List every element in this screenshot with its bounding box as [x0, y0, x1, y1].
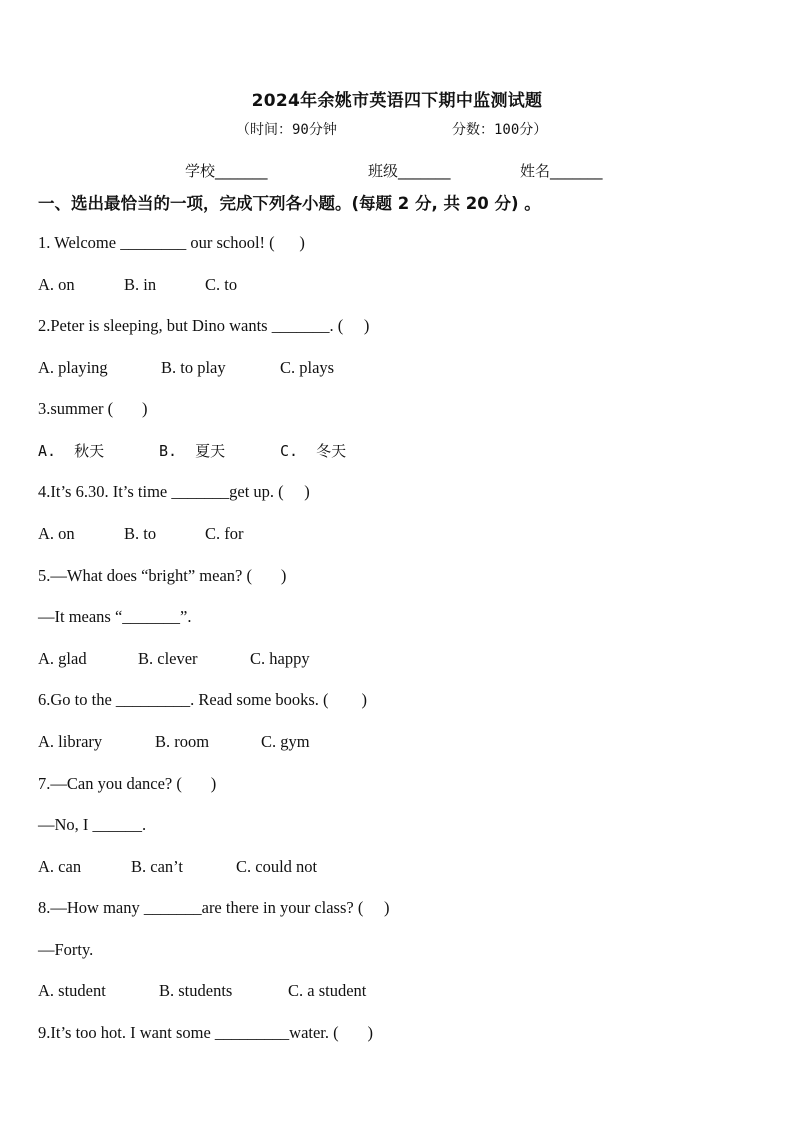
q3-option-c: C. 冬天	[280, 442, 347, 460]
question-6: 6.Go to the _________. Read some books. ( )	[38, 690, 368, 709]
q6-option-a: A. library	[38, 732, 103, 751]
page-title: 2024年余姚市英语四下期中监测试题	[251, 91, 543, 111]
q6-option-c: C. gym	[261, 732, 310, 751]
exam-time: （时间：90分钟	[236, 122, 337, 138]
q1-option-b: B. in	[124, 275, 157, 294]
question-1: 1. Welcome ________ our school! ( )	[38, 233, 305, 252]
question-7-reply: —No, I ______.	[38, 815, 147, 834]
question-9: 9.It’s too hot. I want some _________water. ( )	[38, 1023, 373, 1042]
q8-option-c: C. a student	[288, 981, 367, 1000]
section-heading: 一、选出最恰当的一项，完成下列各小题。(每题 2 分, 共 20 分) 。	[38, 194, 541, 213]
q7-option-b: B. can’t	[131, 857, 183, 876]
q8-option-b: B. students	[159, 981, 233, 1000]
q2-option-b: B. to play	[161, 358, 226, 377]
q8-option-a: A. student	[38, 981, 106, 1000]
question-5-reply: —It means “_______”.	[38, 607, 192, 626]
q3-option-b: B. 夏天	[159, 442, 226, 460]
question-8-reply: —Forty.	[38, 940, 94, 959]
q1-option-a: A. on	[38, 275, 75, 294]
q6-option-b: B. room	[155, 732, 210, 751]
school-field: 学校_______	[185, 162, 268, 180]
question-8: 8.—How many _______are there in your class? ( )	[38, 898, 390, 917]
question-2: 2.Peter is sleeping, but Dino wants _______. ( )	[38, 316, 370, 335]
q4-option-c: C. for	[205, 524, 244, 543]
q7-option-c: C. could not	[236, 857, 318, 876]
q3-option-a: A. 秋天	[38, 442, 105, 460]
class-field: 班级_______	[368, 162, 451, 180]
q2-option-a: A. playing	[38, 358, 108, 377]
q2-option-c: C. plays	[280, 358, 335, 377]
exam-score: 分数：100分）	[452, 122, 548, 138]
q4-option-a: A. on	[38, 524, 75, 543]
question-5: 5.—What does “bright” mean? ( )	[38, 566, 287, 585]
q4-option-b: B. to	[124, 524, 157, 543]
q5-option-c: C. happy	[250, 649, 310, 668]
question-7: 7.—Can you dance? ( )	[38, 774, 217, 793]
question-4: 4.It’s 6.30. It’s time _______get up. ( )	[38, 482, 310, 501]
name-field: 姓名_______	[520, 162, 603, 180]
question-3: 3.summer ( )	[38, 399, 148, 418]
q5-option-a: A. glad	[38, 649, 87, 668]
q5-option-b: B. clever	[138, 649, 198, 668]
q1-option-c: C. to	[205, 275, 238, 294]
q7-option-a: A. can	[38, 857, 82, 876]
